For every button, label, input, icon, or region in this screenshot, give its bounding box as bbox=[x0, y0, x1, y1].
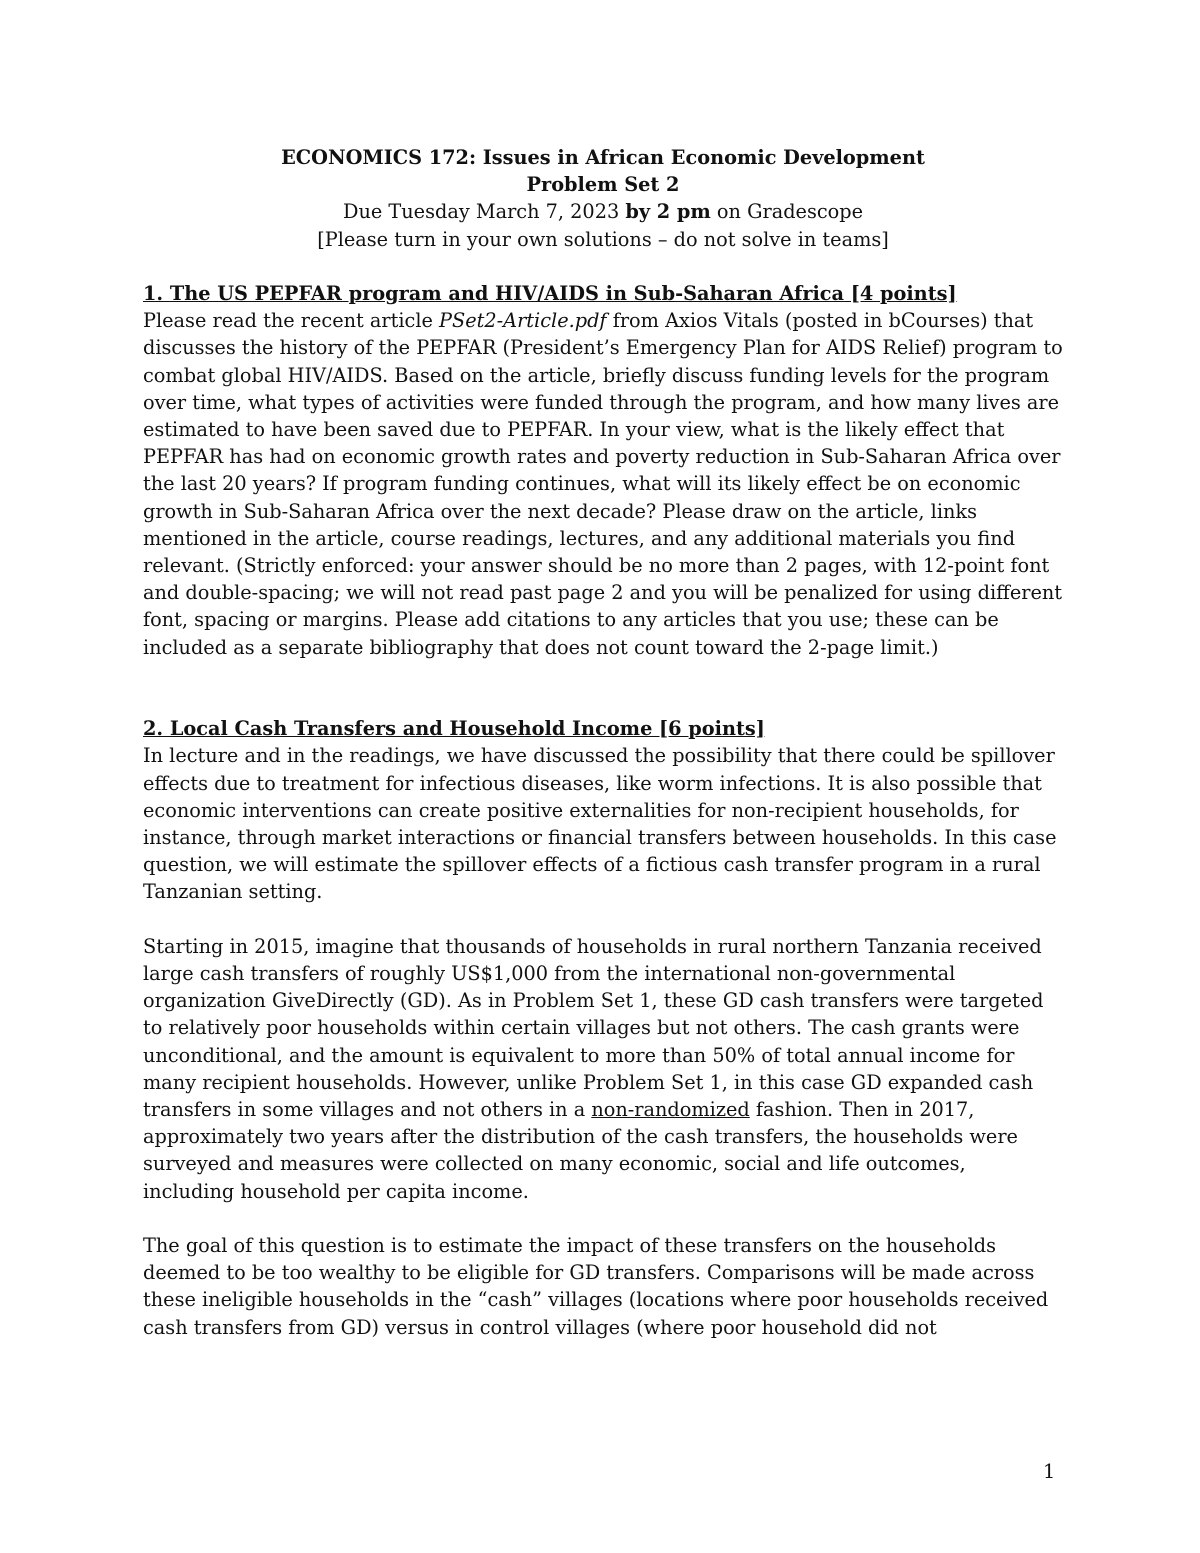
section-2-paragraph-3: The goal of this question is to estimate the impact of these transfers on the households deemed to be too wealthy to be eligible for GD transfers. Comparisons will be made across these ineligible households in the “cash” villages (locations where poor households received cash transfers from GD) versus in control villages (where poor household did not bbox=[143, 1234, 1049, 1339]
section-2-p2-start: Starting in 2015, imagine that thousands of households in rural northern Tanzania received large cash transfers of roughly US$1,000 from the international non-governmental organization GiveDirectly (GD). As in Problem Set 1, these GD cash transfers were targeted to relatively poor households within certain villages but not others. The cash grants were unconditional, and the amount is equivalent to more than 50% of total annual income for many recipient households. However, unlike Problem Set 1, in this case GD expanded cash transfers in some villages and not others in a bbox=[143, 934, 1044, 1122]
section-2-paragraph-1: In lecture and in the readings, we have discussed the possibility that there could be spillover effects due to treatment for infectious diseases, like worm infections. It is also possible that economic interventions can create positive externalities for non-recipient households, for instance, through market interactions or financial transfers between households. In this case question, we will estimate the spillover effects of a fictious cash transfer program in a rural Tanzanian setting. bbox=[143, 744, 1057, 904]
section-1 bbox=[143, 280, 1063, 661]
page-number: 1 bbox=[1043, 1460, 1056, 1483]
section-1-paragraph bbox=[143, 307, 1063, 661]
section-1-heading: 1. The US PEPFAR program and HIV/AIDS in Sub-Saharan Africa [4 points] bbox=[143, 282, 957, 305]
article-filename: PSet2-Article.pdf bbox=[439, 309, 607, 333]
spacer bbox=[143, 253, 1063, 280]
spacer bbox=[143, 1205, 1063, 1232]
due-date-suffix: on Gradescope bbox=[710, 200, 864, 224]
non-randomized-term: non-randomized bbox=[591, 1098, 750, 1122]
spacer bbox=[143, 688, 1063, 715]
section-2 bbox=[143, 715, 1063, 1341]
section-2-paragraph-2 bbox=[143, 933, 1063, 1205]
course-title: ECONOMICS 172: Issues in African Economic Development bbox=[281, 146, 925, 169]
spacer bbox=[143, 906, 1063, 933]
due-time: by 2 pm bbox=[625, 200, 711, 224]
due-date-line bbox=[143, 198, 1063, 225]
section-2-p2-end: fashion. Then in 2017, approximately two years after the distribution of the cash transfers, the households were surveyed and measures were collected on many economic, social and life outcomes, including household per capita income. bbox=[143, 1098, 1018, 1203]
due-date-prefix: Due Tuesday March 7, 2023 bbox=[342, 200, 626, 224]
collaboration-note: [Please turn in your own solutions – do not solve in teams] bbox=[317, 227, 889, 251]
spacer bbox=[143, 661, 1063, 688]
problem-set-title: Problem Set 2 bbox=[526, 173, 680, 197]
section-1-text-rest: from Axios Vitals (posted in bCourses) that discusses the history of the PEPFAR (President’s Emergency Plan for AIDS Relief) program to combat global HIV/AIDS. Based on the article, briefly discuss funding levels for the program over time, what types of activities were funded through the program, and how many lives are estimated to have been saved due to PEPFAR. In your view, what is the likely effect that PEPFAR has had on economic growth rates and poverty reduction in Sub-Saharan Africa over the last 20 years? If program funding continues, what will its likely effect be on economic growth in Sub-Saharan Africa over the next decade? Please draw on the article, links mentioned in the article, course readings, lectures, and any additional materials you find relevant. (Strictly enforced: your answer should be no more than 2 pages, with 12-point font and double-spacing; we will not read past page 2 and you will be penalized for using different font, spacing or margins. Please add citations to any articles that you use; these can be included as a separate bibliography that does not count toward the 2-page limit.) bbox=[143, 309, 1063, 659]
section-1-text-start: Please read the recent article bbox=[143, 309, 440, 333]
document-header bbox=[143, 144, 1063, 253]
page-content bbox=[143, 144, 1063, 1341]
section-2-heading: 2. Local Cash Transfers and Household Income [6 points] bbox=[143, 717, 765, 741]
